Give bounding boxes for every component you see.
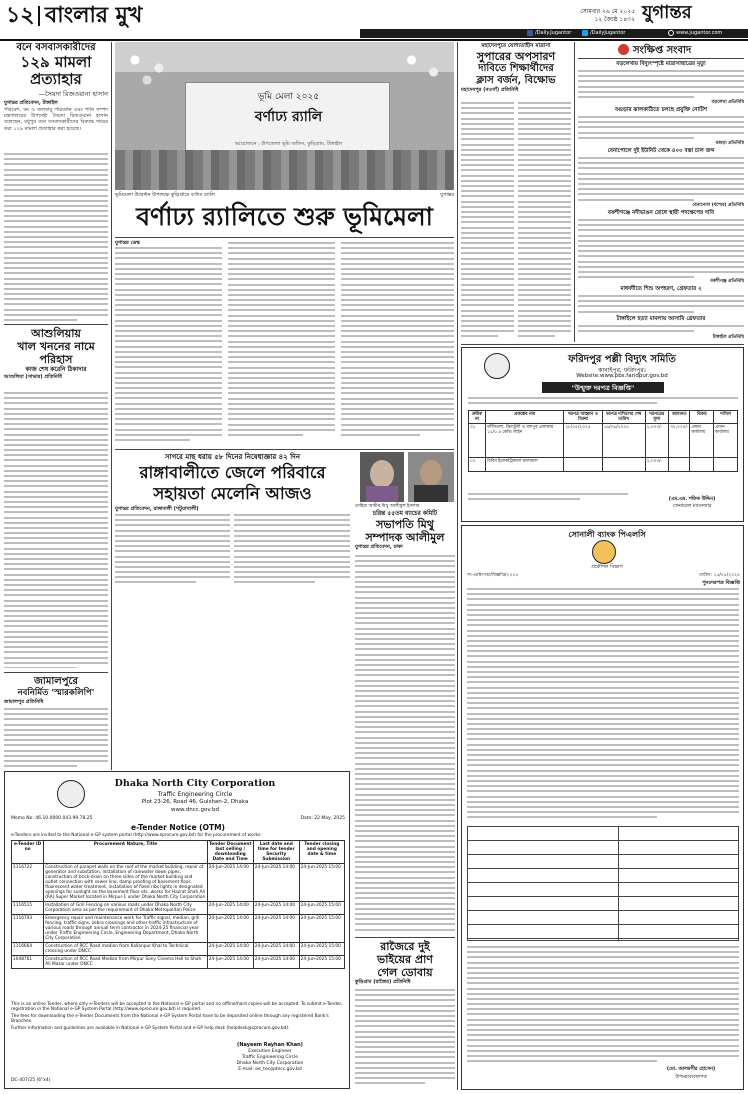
masthead-divider bbox=[38, 6, 40, 26]
cell bbox=[564, 458, 603, 472]
dncc-sign-title: Executive Engineer bbox=[248, 1049, 292, 1054]
cell: 1116722 bbox=[12, 864, 44, 902]
dncc-footer-2: The fees for downloading the e-Tender Documents from the National e-GP System Portal have to be deposited online through any registered Bank's Branches. bbox=[11, 1014, 329, 1025]
dncc-col-id: e-Tender ID no bbox=[12, 841, 44, 864]
sonali-logo bbox=[592, 540, 616, 564]
masthead-rule bbox=[0, 39, 748, 41]
story-drown bbox=[355, 940, 455, 986]
rally-source: যুগান্তর ডেস্ক bbox=[115, 240, 140, 246]
canal-subtitle: কাজ শেষ করেনি ঠিকাদার bbox=[25, 366, 87, 373]
brief-body bbox=[578, 70, 744, 100]
pbs-logo bbox=[484, 353, 510, 379]
cell: Installation of Grill Fencing on various roads under Dhaka North City Corporation area as per the requirement of Dhaka Metropolitan Police bbox=[44, 902, 207, 915]
column-rule-1 bbox=[111, 42, 112, 770]
cell bbox=[714, 458, 738, 472]
committee-title-2: সম্পাদক আলীমুল bbox=[365, 531, 445, 544]
dncc-footer-1: This is an online Tender, where only e-Tenders will be accepted in the National e-GP portal and no offline/hard copies will be accepted. To submit e-Tender, registration in the National e-GP System Portal (http://www.eprocure.gov.bd) is required. bbox=[11, 1002, 343, 1013]
brief-body bbox=[578, 157, 744, 202]
cell: 24-Jun-2025 14:00 bbox=[207, 956, 253, 969]
cell: 24-Jun-2025 14:00 bbox=[207, 943, 253, 956]
brand-logo: যুগান্তর bbox=[642, 2, 692, 23]
crowd bbox=[115, 150, 454, 190]
sun-icon bbox=[618, 44, 629, 55]
fp-col: জামানত bbox=[669, 411, 690, 424]
faridpur-address: কানাইপুর, ফরিদপুর। bbox=[598, 367, 646, 374]
dncc-circle: Traffic Engineering Circle bbox=[157, 791, 233, 798]
drown-title-2: ভাইয়ের প্রাণ bbox=[377, 953, 433, 966]
brief-body bbox=[578, 295, 744, 315]
story-rangabali bbox=[115, 452, 350, 513]
cell: ০১ bbox=[469, 424, 486, 458]
brief-title: বকশীগঞ্জে নদীভাঙন রোধে স্থায়ী পদক্ষেপের দাবি bbox=[607, 210, 715, 216]
sonali-org: সোনালী ব্যাংক পিএলসি bbox=[568, 529, 646, 539]
cell: ৩৫,০০০/- bbox=[669, 424, 690, 458]
janmapur-byline: জামালপুর প্রতিনিধি bbox=[4, 699, 44, 705]
table-row bbox=[469, 458, 738, 472]
canal-byline: আশুলিয়া (সাভার) প্রতিনিধি bbox=[4, 374, 62, 380]
fp-col: প্রকল্পের নাম bbox=[486, 411, 564, 424]
committee-byline: যুগান্তর প্রতিবেদন, ঢাকা bbox=[355, 544, 403, 550]
fp-col: দাখিল bbox=[714, 411, 738, 424]
cell: ২,০০০/- bbox=[645, 458, 669, 472]
dncc-intro: e-Tenders are invited to the National e-GP system portal (http://www.eprocure.gov.bd) for the procurement of works: bbox=[11, 833, 262, 838]
cell: 24-Jun-2025 15:00 bbox=[299, 864, 344, 902]
fp-col: বিক্রয় bbox=[690, 411, 714, 424]
date-line-2: ১২ জ্যৈষ্ঠ ১৪৩২ bbox=[594, 16, 635, 23]
globe-icon bbox=[668, 30, 674, 36]
madrasa-body-col2 bbox=[518, 102, 571, 342]
sonali-signature: (মো. আলমগীর হোসেন) bbox=[666, 1067, 716, 1072]
brief-byline: বকশীগঞ্জ প্রতিনিধি bbox=[710, 279, 744, 284]
banner-title: ভূমি মেলা ২০২৫ bbox=[257, 92, 320, 102]
rally-body-col1 bbox=[115, 247, 222, 447]
faridpur-ad bbox=[461, 347, 744, 522]
website-link[interactable]: www.jugantor.com bbox=[676, 29, 723, 36]
dncc-date: Date: 22 May, 2025 bbox=[300, 816, 345, 821]
fp-col: দরপত্র আহ্বান ও বিক্রয় bbox=[564, 411, 603, 424]
committee-kicker: চরিন্ত ৫৫তম ব্যাচের কমিটি bbox=[372, 510, 438, 517]
rangabali-body-col1 bbox=[115, 514, 230, 588]
dncc-memo: Memo No: 46.10.0000.043.99.78.25 bbox=[11, 816, 93, 821]
rally-credit: যুগান্তর bbox=[440, 192, 454, 198]
cell: 24-Jun-2025 14:00 bbox=[253, 864, 299, 902]
sangkhipta-header bbox=[578, 42, 744, 59]
drown-title-3: গেল ডোবায় bbox=[377, 966, 433, 979]
dncc-sign-circle: Traffic Engineering Circle bbox=[241, 1055, 299, 1060]
story-madrasa bbox=[461, 42, 571, 94]
story-janmapur bbox=[4, 676, 108, 706]
sonali-body-1 bbox=[467, 588, 739, 818]
dncc-sign-name: (Nayeem Rayhan Khan) bbox=[237, 1042, 303, 1048]
divider-committee bbox=[355, 937, 455, 938]
sonali-table-box bbox=[467, 826, 739, 941]
cell bbox=[690, 458, 714, 472]
cell: 1116664 bbox=[12, 943, 44, 956]
sonali-date: তারিখ: ২৫/০৫/২০২৫ bbox=[699, 573, 740, 578]
canal-title-2: খাল খননের নামে bbox=[17, 340, 95, 353]
brief-title: বড়লেখায় বিদ্যুৎস্পৃষ্টে মাদ্রাসাছাত্রের মৃত্যু bbox=[616, 61, 706, 67]
dncc-address: Plot 23-26, Road 46, Gulshan-2, Dhaka bbox=[141, 799, 249, 805]
date-line-1: সোমবার ২৬ মে ২০২৫ bbox=[580, 8, 635, 15]
table-row bbox=[12, 902, 345, 915]
faridpur-org: ফরিদপুর পল্লী বিদ্যুৎ সমিতি bbox=[568, 354, 676, 365]
divider-left-1 bbox=[4, 324, 108, 325]
cell: 24-Jun-2025 14:00 bbox=[253, 943, 299, 956]
committee-photo-caption: তাহিরা আমীন মিথু আলীমুল ইসলাম bbox=[355, 504, 420, 509]
cell: 24-Jun-2025 14:00 bbox=[253, 902, 299, 915]
faridpur-table bbox=[468, 410, 738, 472]
cell: 24-Jun-2025 14:00 bbox=[253, 956, 299, 969]
dncc-ad bbox=[4, 771, 350, 1089]
janmapur-body bbox=[4, 708, 108, 768]
dncc-footer-3: Further information and guidelines are available in National e-GP System Portal and e-GP help desk (helpdesk@cprocure.gov.bd). bbox=[11, 1026, 290, 1031]
brief-body bbox=[578, 116, 744, 141]
cell: 24-Jun-2025 15:00 bbox=[299, 956, 344, 969]
cell: 1048761 bbox=[12, 956, 44, 969]
social-link-2[interactable]: /DailyJugantor bbox=[590, 29, 626, 36]
brief-title: বগুড়ার ঝালকাঠিতে চলছে প্রযুক্তি নোটিশ bbox=[614, 107, 708, 113]
drown-body bbox=[355, 989, 455, 1089]
cell: প্রধান কার্যালয় bbox=[690, 424, 714, 458]
brief-title: বেনাপোলে দুই ইউনিট থেকে ৪০০ বস্তা চাল জব্দ bbox=[607, 148, 715, 154]
rally-photo bbox=[115, 42, 454, 190]
drown-byline: কুড়িগ্রাম (রাজৈর) প্রতিনিধি bbox=[355, 979, 411, 985]
dncc-sign-org: Dhaka North City Corporation bbox=[236, 1061, 304, 1066]
dncc-code: DC-407/25 (6"x4) bbox=[11, 1078, 51, 1083]
madrasa-byline: মহাদেবপুর (নওগাঁ) প্রতিনিধি bbox=[461, 87, 519, 93]
faridpur-notice-title: "উন্মুক্ত দরপত্র বিজ্ঞপ্তি" bbox=[571, 384, 635, 392]
twitter-icon bbox=[582, 30, 588, 36]
cell: ২,০০০/- bbox=[645, 424, 669, 458]
sonali-ref: সং-প্র/স্থাপত্য/বিজ্ঞপ্তি/২০২৫ bbox=[467, 573, 519, 578]
dncc-col-title: Procurement Nature, Title bbox=[44, 841, 207, 864]
brief-byline: বগুড়া প্রতিনিধি bbox=[715, 141, 744, 146]
forest-title-1: বনে বসবাসকারীদের bbox=[16, 42, 96, 53]
cell: 1116703 bbox=[12, 915, 44, 943]
table-row bbox=[12, 943, 345, 956]
table-row bbox=[12, 956, 345, 969]
janmapur-title-1: জামালপুরে bbox=[33, 676, 79, 687]
forest-title-3: প্রত্যাহার bbox=[30, 70, 82, 88]
balloons-left bbox=[123, 48, 183, 88]
committee-title-1: সভাপতি মিথু bbox=[376, 518, 434, 531]
banner-organizer: আয়োজনে : উপজেলা ভূমি অফিস, কুড়িগ্রাম, টাঙ্গাইল bbox=[234, 141, 343, 147]
rally-headline: বর্ণাঢ্য র‍্যালিতে শুরু ভূমিমেলা bbox=[136, 202, 433, 231]
table-row bbox=[12, 915, 345, 943]
cell: 24-Jun-2025 15:00 bbox=[299, 943, 344, 956]
cell bbox=[669, 458, 690, 472]
dncc-web[interactable]: www.dncc.gov.bd bbox=[171, 807, 219, 813]
sonali-ad bbox=[461, 525, 744, 1090]
story-canal bbox=[4, 327, 108, 381]
page-number: ১২ bbox=[6, 2, 35, 28]
fp-col: দরপত্র দাখিলের শেষ তারিখ bbox=[602, 411, 645, 424]
brief-byline: টাঙ্গাইল প্রতিনিধি bbox=[712, 335, 744, 340]
cell: Construction of parapet walls on the roof of the market building, repair of generator and substation, installation of rainwater down pipes, construction of brick-drain on three sides of the market building and outlet connection with sewer line, damp proofing of basement floor, fluorescent water treatment, installation of fixed ribs lights in designated openings for sunlight on the basement floor etc. works for Hazrat Shah Ali (RA) Super Market located in Mirpur-1 under Dhaka North City Corporation bbox=[45, 865, 206, 900]
madrasa-body-col1 bbox=[461, 102, 514, 342]
faridpur-signature: (এম.এম. শফিক উদ্দিন) bbox=[668, 497, 716, 502]
forest-quote: —সৈয়দা রিজওয়ানা হাসান bbox=[38, 90, 108, 98]
dncc-table bbox=[11, 840, 345, 969]
fp-col: দরপত্রের মূল্য bbox=[645, 411, 669, 424]
social-link-1[interactable]: /Daily.Jugantor bbox=[535, 29, 572, 36]
fp-col: ক্রমিক নং bbox=[469, 411, 486, 424]
cell: ০২ bbox=[469, 458, 486, 472]
brief-body bbox=[578, 219, 744, 279]
cell: 24-Jun-2025 14:00 bbox=[207, 915, 253, 943]
rally-body-col3 bbox=[341, 242, 454, 447]
rally-banner bbox=[185, 82, 390, 157]
divider-mid-1 bbox=[115, 449, 454, 450]
dncc-title: e-Tender Notice (OTM) bbox=[131, 823, 225, 832]
dncc-sign-email[interactable]: E-mail: ee_tec@dncc.gov.bd bbox=[238, 1067, 302, 1072]
cell: 24-Jun-2025 14:00 bbox=[207, 902, 253, 915]
table-row bbox=[12, 864, 345, 902]
brief-byline: বেনাপোল (যশোর) প্রতিনিধি bbox=[692, 203, 744, 208]
madrasa-title-1: সুপারের অপসারণ bbox=[476, 50, 556, 63]
balloons-right bbox=[395, 48, 450, 88]
rangabali-body-col2 bbox=[234, 514, 350, 588]
canal-title-3: পরিহাস bbox=[39, 353, 73, 366]
cell: ফাঁসিতলা, ঝিলটুলী ও বাদপুর এলাকার ১১/০.৪ কেভি লাইন bbox=[486, 424, 564, 458]
brief-byline: বড়লেখা প্রতিনিধি bbox=[711, 100, 744, 105]
sangkhipta-section bbox=[578, 42, 744, 342]
rangabali-kicker: সাগরে মাছ ধরায় ৫৮ দিনের নিষেধাজ্ঞার ৪২ দিন bbox=[165, 453, 300, 461]
dncc-col-selling: Tender Document last selling / downloading Date and Time bbox=[208, 842, 252, 862]
faridpur-intro bbox=[468, 397, 738, 409]
headline-rule bbox=[115, 237, 454, 238]
brief-title: মাধবদীতে শিশু অপহরণ, গ্রেফতার ২ bbox=[620, 286, 702, 292]
section-name: বাংলার মুখ bbox=[45, 2, 143, 28]
dncc-org: Dhaka North City Corporation bbox=[114, 778, 276, 789]
cell: 1116515 bbox=[12, 902, 44, 915]
madrasa-title-2: দাবিতে শিক্ষার্থীদের bbox=[478, 63, 554, 74]
cell: 24-Jun-2025 15:00 bbox=[299, 902, 344, 915]
sonali-subtitle: প্রকৌশল বিভাগ bbox=[591, 564, 623, 570]
rally-caption: ভূমিমেলা উদ্বোধন উপলক্ষে কুড়িগ্রামে বর্ণাঢ্য র‍্যালি bbox=[115, 192, 215, 198]
rally-body-col2 bbox=[228, 242, 335, 447]
cell: ২৮/০৫/২০২৫ bbox=[564, 424, 603, 458]
faridpur-website[interactable]: Website:www.pbs.faridpur.gov.bd bbox=[576, 373, 668, 379]
banner-heading: বর্ণাঢ্য র‍্যালি bbox=[254, 109, 323, 125]
table-row bbox=[469, 424, 738, 458]
story-committee bbox=[355, 504, 455, 551]
portrait-1 bbox=[360, 452, 404, 502]
portrait-2 bbox=[408, 452, 454, 502]
committee-body bbox=[355, 555, 455, 933]
forest-byline: যুগান্তর প্রতিবেদন, টাঙ্গাইল bbox=[4, 100, 58, 106]
rangabali-title-1: রাঙ্গাবালীতে জেলে পরিবারে bbox=[139, 463, 326, 482]
cell: 24-Jun-2025 14:00 bbox=[253, 915, 299, 943]
canal-body bbox=[4, 392, 108, 668]
cell: Emergency repair and maintenance work for Traffic signal, median, grill fencing, traffic signs, zebra crossings and other traffic infrastructure of various roads through annual term contractor in 2024-25 financial year under Traffic Engineering Circle, Engineering Department, Dhaka North City Corporation. bbox=[44, 915, 207, 943]
janmapur-title-2: নবনির্মিত 'স্মারকলিপি' bbox=[17, 688, 95, 698]
cell: Construction of RCC Road Median from Mirpur Sony Cinema Hall to Shah Ali Mazar under DNCC bbox=[44, 956, 207, 969]
cell: প্রধান কার্যালয় bbox=[714, 424, 738, 458]
cell: Construction of RCC Road median from Kallanpur Khal to Technical crossing under DNCC bbox=[44, 943, 207, 956]
forest-lead: পরিবেশ, বন ও জলবায়ু পরিবর্তন এবং পানি সম্পদ মন্ত্রণালয়ের উপদেষ্টা সৈয়দা রিজওয়ানা হাসান বলেছেন, মধুপুর বনে বসবাসকারীদের বিরুদ্ধে দায়ের করা ১২৯ মামলা প্রত্যাহার করা হয়েছে। bbox=[4, 107, 108, 132]
dncc-logo bbox=[57, 780, 85, 808]
forest-title-2: ১২৯ মামলা bbox=[20, 53, 92, 71]
cell bbox=[602, 458, 645, 472]
divider-right-1 bbox=[461, 344, 744, 345]
madrasa-kicker: মহাদেবপুরে যোগ্যতাহীন মাদ্রাসা bbox=[481, 43, 551, 49]
forest-body bbox=[4, 153, 108, 321]
facebook-icon bbox=[527, 30, 533, 36]
madrasa-title-3: ক্লাস বর্জন, বিক্ষোভ bbox=[476, 75, 556, 86]
sonali-body-2 bbox=[467, 946, 739, 1064]
cell: ১৬/০৬/২০২৫ bbox=[602, 424, 645, 458]
masthead bbox=[0, 0, 748, 38]
column-rule-2 bbox=[457, 42, 458, 1090]
drown-title-1: রাজৈরে দুই bbox=[380, 940, 430, 953]
sonali-notice-title: পুনঃদরপত্র বিজ্ঞপ্তি bbox=[702, 580, 740, 586]
cell: 24-Jun-2025 15:00 bbox=[299, 915, 344, 943]
dncc-col-closing: Tender closing and opening date & time bbox=[299, 841, 344, 864]
canal-title-1: আশুলিয়ায় bbox=[31, 327, 81, 340]
brief-title: টাঙ্গাইলে হত্যা মামলায় আসামি গ্রেফতার bbox=[616, 316, 706, 322]
sangkhipta-title: সংক্ষিপ্ত সংবাদ bbox=[633, 45, 692, 56]
sonali-designation: উপমহাব্যবস্থাপক bbox=[675, 1075, 707, 1080]
rangabali-byline: যুগান্তর প্রতিবেদন, রাঙ্গাবালী (পটুয়াখালী) bbox=[115, 506, 199, 512]
column-rule-3 bbox=[574, 42, 575, 342]
dncc-col-security: Last date and time for tender Security Submission bbox=[253, 841, 299, 864]
faridpur-notes bbox=[468, 493, 628, 505]
cell: বিবিধ ইলেকট্রিক্যাল মালামাল bbox=[486, 458, 564, 472]
faridpur-designation: জেনারেল ম্যানেজার bbox=[672, 504, 712, 509]
cell: 24-Jun-2025 14:00 bbox=[207, 864, 253, 902]
divider-left-2 bbox=[4, 672, 108, 673]
rangabali-title-2: সহায়তা মেলেনি আজও bbox=[153, 484, 312, 503]
